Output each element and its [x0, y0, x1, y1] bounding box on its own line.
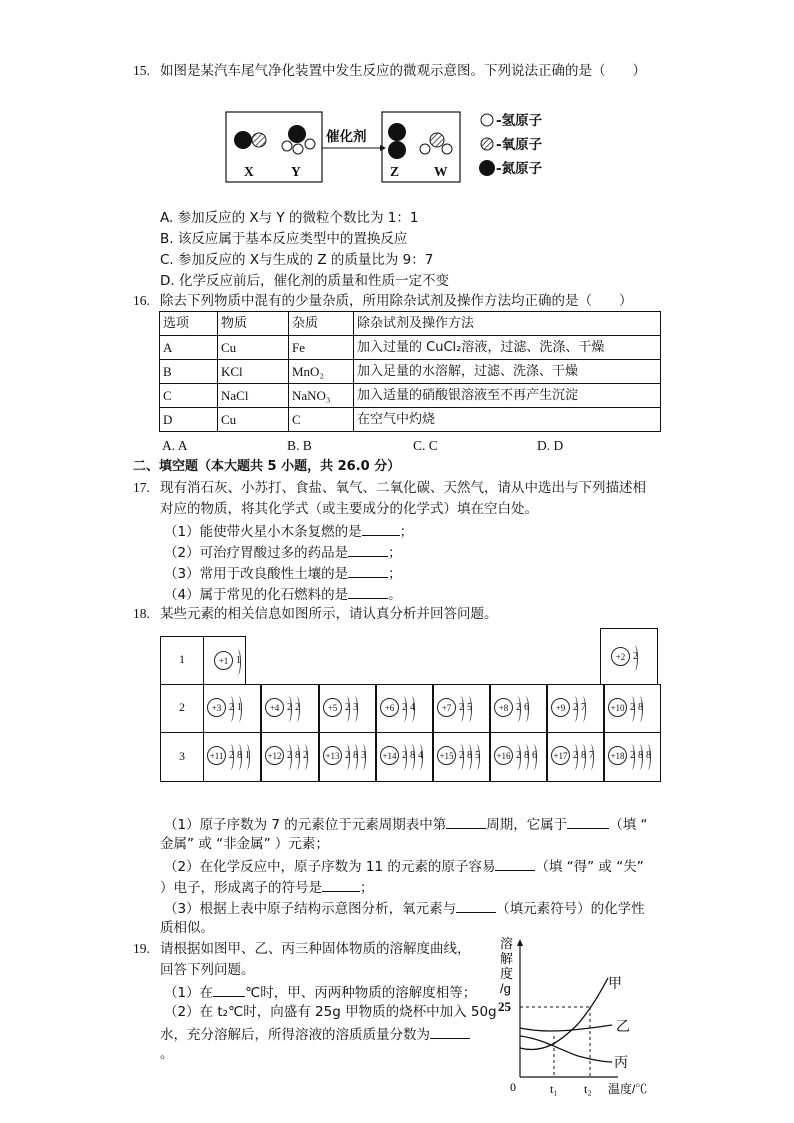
q18-part2-line2: ）电子，形成离子的符号是 ；	[160, 877, 374, 897]
atom-structure-10: +10 2 8	[608, 698, 643, 717]
table-cell: MnO₂	[289, 360, 354, 384]
q17-item-1: （1）能使带火星小木条复燃的是 ；	[164, 521, 413, 541]
table-row	[160, 408, 661, 432]
table-cell: NaNO₃	[289, 384, 354, 408]
x-tick-label: t₂	[584, 1082, 592, 1096]
table-cell: 在空气中灼烧	[354, 408, 661, 432]
table-cell: C	[289, 408, 354, 432]
table-row	[160, 360, 661, 384]
atom-structure-9: +9 2 7	[551, 698, 586, 717]
atom-structure-5: +5 2 3	[323, 698, 358, 717]
label-y: Y	[291, 164, 301, 179]
atom-structure-3: +3 2 1	[207, 698, 242, 717]
q18-part1-line2: 金属” 或 “非金属” ）元素；	[160, 836, 329, 852]
q16-choice-d: D. D	[537, 438, 564, 453]
row-label: 2	[179, 700, 185, 714]
q19-number: 19.	[133, 941, 150, 956]
legend-oxygen: -氧原子	[496, 137, 543, 153]
y-axis-label: 度	[500, 966, 514, 981]
table-cell: 加入过量的 CuCl₂溶液，过滤、洗涤、干燥	[354, 336, 661, 360]
y-axis-label: /g	[500, 981, 511, 996]
q19-part2-line2: 水，充分溶解后，所得溶液的溶质质量分数为	[160, 1024, 470, 1044]
row-label: 3	[179, 749, 185, 763]
answer-blank[interactable]	[213, 982, 245, 997]
q16-choice-a: A. A	[162, 438, 188, 453]
legend-hydrogen: -氢原子	[496, 113, 543, 129]
q16-number: 16.	[133, 293, 150, 308]
q17-stem-line2: 对应的物质，将其化学式（或主要成分的化学式）填在空白处。	[160, 501, 538, 517]
label-z: Z	[390, 164, 400, 179]
periodic-table	[160, 628, 658, 782]
q17-number: 17.	[133, 480, 150, 495]
q18-number: 18.	[133, 606, 150, 621]
nitrogen-atom	[388, 141, 406, 159]
table-header-row	[160, 312, 661, 336]
atom-structure-12: +12 2 8 2	[265, 746, 308, 765]
table-cell: A	[160, 336, 218, 360]
q17-item-3: （3）常用于改良酸性土壤的是 ；	[164, 563, 402, 583]
q17-stem-line1: 现有消石灰、小苏打、食盐、氧气、二氧化碳、天然气，请从中选出与下列描述相	[160, 480, 646, 496]
y-axis-label: 解	[500, 951, 514, 966]
nitrogen-atom	[388, 123, 406, 141]
atom-structure-17: +17 2 8 7	[551, 746, 594, 765]
table-cell: 加入适量的硝酸银溶液至不再产生沉淀	[354, 384, 661, 408]
q17-item-2: （2）可治疗胃酸过多的药品是 ；	[164, 542, 402, 562]
q19-stem-line1: 请根据如图甲、乙、丙三种固体物质的溶解度曲线，	[160, 941, 471, 957]
label-w: W	[434, 164, 448, 179]
q15-stem: 如图是某汽车尾气净化装置中发生反应的微观示意图。下列说法正确的是（ ）	[160, 63, 646, 79]
legend-nitrogen: -氮原子	[496, 161, 543, 177]
row-label: 1	[179, 652, 185, 666]
atom-structure-15: +15 2 8 5	[437, 746, 480, 765]
catalyst-label: 催化剂	[326, 129, 367, 145]
table-row	[160, 336, 661, 360]
q15-number: 15.	[133, 63, 150, 78]
oxygen-atom	[252, 133, 266, 147]
answer-blank[interactable]	[430, 1024, 470, 1039]
table-cell: B	[160, 360, 218, 384]
hydrogen-atom	[293, 144, 303, 154]
answer-blank[interactable]	[456, 898, 496, 913]
oxygen-atom	[430, 133, 444, 147]
q19-part1: （1）在 ℃时，甲、丙两种物质的溶解度相等；	[164, 982, 476, 1002]
solubility-chart	[498, 936, 678, 1096]
answer-blank[interactable]	[322, 877, 360, 892]
y-axis-label: 溶	[500, 936, 514, 951]
series-label-yi: 乙	[616, 1018, 630, 1034]
table-cell: Cu	[218, 408, 289, 432]
q15-option-a: A. 参加反应的 X与 Y 的微粒个数比为 1：1	[160, 210, 419, 226]
table-cell: D	[160, 408, 218, 432]
q16-stem: 除去下列物质中混有的少量杂质，所用除杂试剂及操作方法均正确的是（ ）	[160, 293, 633, 309]
legend-hydrogen-icon	[481, 114, 493, 126]
header-cell: 物质	[218, 312, 289, 336]
nitrogen-atom	[234, 131, 252, 149]
nitrogen-atom	[288, 125, 306, 143]
atom-structure-2: +2 2	[611, 647, 638, 666]
hydrogen-atom	[442, 144, 452, 154]
atom-structure-11: +11 2 8 1	[207, 746, 250, 765]
atom-structure-4: +4 2 2	[265, 698, 300, 717]
answer-blank[interactable]	[348, 542, 388, 557]
header-cell: 除杂试剂及操作方法	[354, 312, 661, 336]
q18-part2-line1: （2）在化学反应中，原子序数为 11 的元素的原子容易 （填 “得” 或 “失”	[164, 856, 644, 876]
table-cell: Fe	[289, 336, 354, 360]
table-cell: Cu	[218, 336, 289, 360]
q19-part2-line3: 。	[160, 1046, 174, 1062]
series-label-bing: 丙	[614, 1054, 628, 1070]
series-label-jia: 甲	[608, 975, 622, 991]
atom-structure-8: +8 2 6	[494, 698, 529, 717]
hydrogen-atom	[420, 144, 430, 154]
atom-structure-6: +6 2 4	[380, 698, 415, 717]
table-cell: C	[160, 384, 218, 408]
atom-structure-16: +16 2 8 6	[494, 746, 537, 765]
q19-stem-line2: 回答下列问题。	[160, 962, 255, 978]
curve-yi	[520, 1025, 612, 1031]
q17-item-4: （4）属于常见的化石燃料的是 。	[164, 584, 402, 604]
header-cell: 杂质	[289, 312, 354, 336]
origin-label: 0	[510, 1080, 516, 1094]
q18-part1-line1: （1）原子序数为 7 的元素位于元素周期表中第 周期，它属于 （填 “	[164, 814, 648, 834]
q15-option-d: D. 化学反应前后，催化剂的质量和性质一定不变	[160, 273, 449, 289]
hydrogen-atom	[305, 139, 315, 149]
header-cell: 选项	[160, 312, 218, 336]
x-axis-label: 温度/℃	[608, 1082, 648, 1096]
table-cell: KCl	[218, 360, 289, 384]
q16-choice-c: C. C	[413, 438, 438, 453]
atom-structure-18: +18 2 8 8	[608, 746, 651, 765]
q16-choice-b: B. B	[287, 438, 312, 453]
atom-structure-13: +13 2 8 3	[323, 746, 366, 765]
atom-structure-14: +14 2 8 4	[380, 746, 423, 765]
q18-stem: 某些元素的相关信息如图所示，请认真分析并回答问题。	[160, 606, 498, 622]
y-axis-arrow	[517, 939, 523, 946]
q16-table	[159, 311, 661, 432]
q18-part3-line1: （3）根据上表中原子结构示意图分析，氧元素与 （填元素符号）的化学性	[164, 898, 645, 918]
x-tick-label: t₁	[550, 1082, 558, 1096]
q15-option-b: B. 该反应属于基本反应类型中的置换反应	[160, 231, 408, 247]
answer-blank[interactable]	[567, 814, 609, 829]
answer-blank[interactable]	[495, 856, 535, 871]
table-cell: NaCl	[218, 384, 289, 408]
table-row	[160, 384, 661, 408]
label-x: X	[244, 164, 254, 179]
atom-structure-7: +7 2 5	[437, 698, 472, 717]
answer-blank[interactable]	[348, 584, 388, 599]
table-cell: 加入足量的水溶解，过滤、洗涤、干燥	[354, 360, 661, 384]
q19-part2-line1: （2）在 t₂℃时，向盛有 25g 甲物质的烧杯中加入 50g	[164, 1004, 497, 1020]
q18-part3-line2: 质相似。	[160, 920, 214, 936]
answer-blank[interactable]	[362, 521, 400, 536]
answer-blank[interactable]	[446, 814, 486, 829]
y-tick-label: 25	[498, 999, 511, 1014]
atom-structure-1: +1 1	[214, 651, 241, 670]
legend-oxygen-icon	[481, 138, 493, 150]
legend-nitrogen-icon	[479, 160, 495, 176]
q15-option-c: C. 参加反应的 X与生成的 Z 的质量比为 9：7	[160, 252, 434, 268]
hydrogen-atom	[282, 141, 292, 151]
section-heading: 二、填空题（本大题共 5 小题，共 26.0 分）	[133, 459, 401, 474]
answer-blank[interactable]	[348, 563, 388, 578]
